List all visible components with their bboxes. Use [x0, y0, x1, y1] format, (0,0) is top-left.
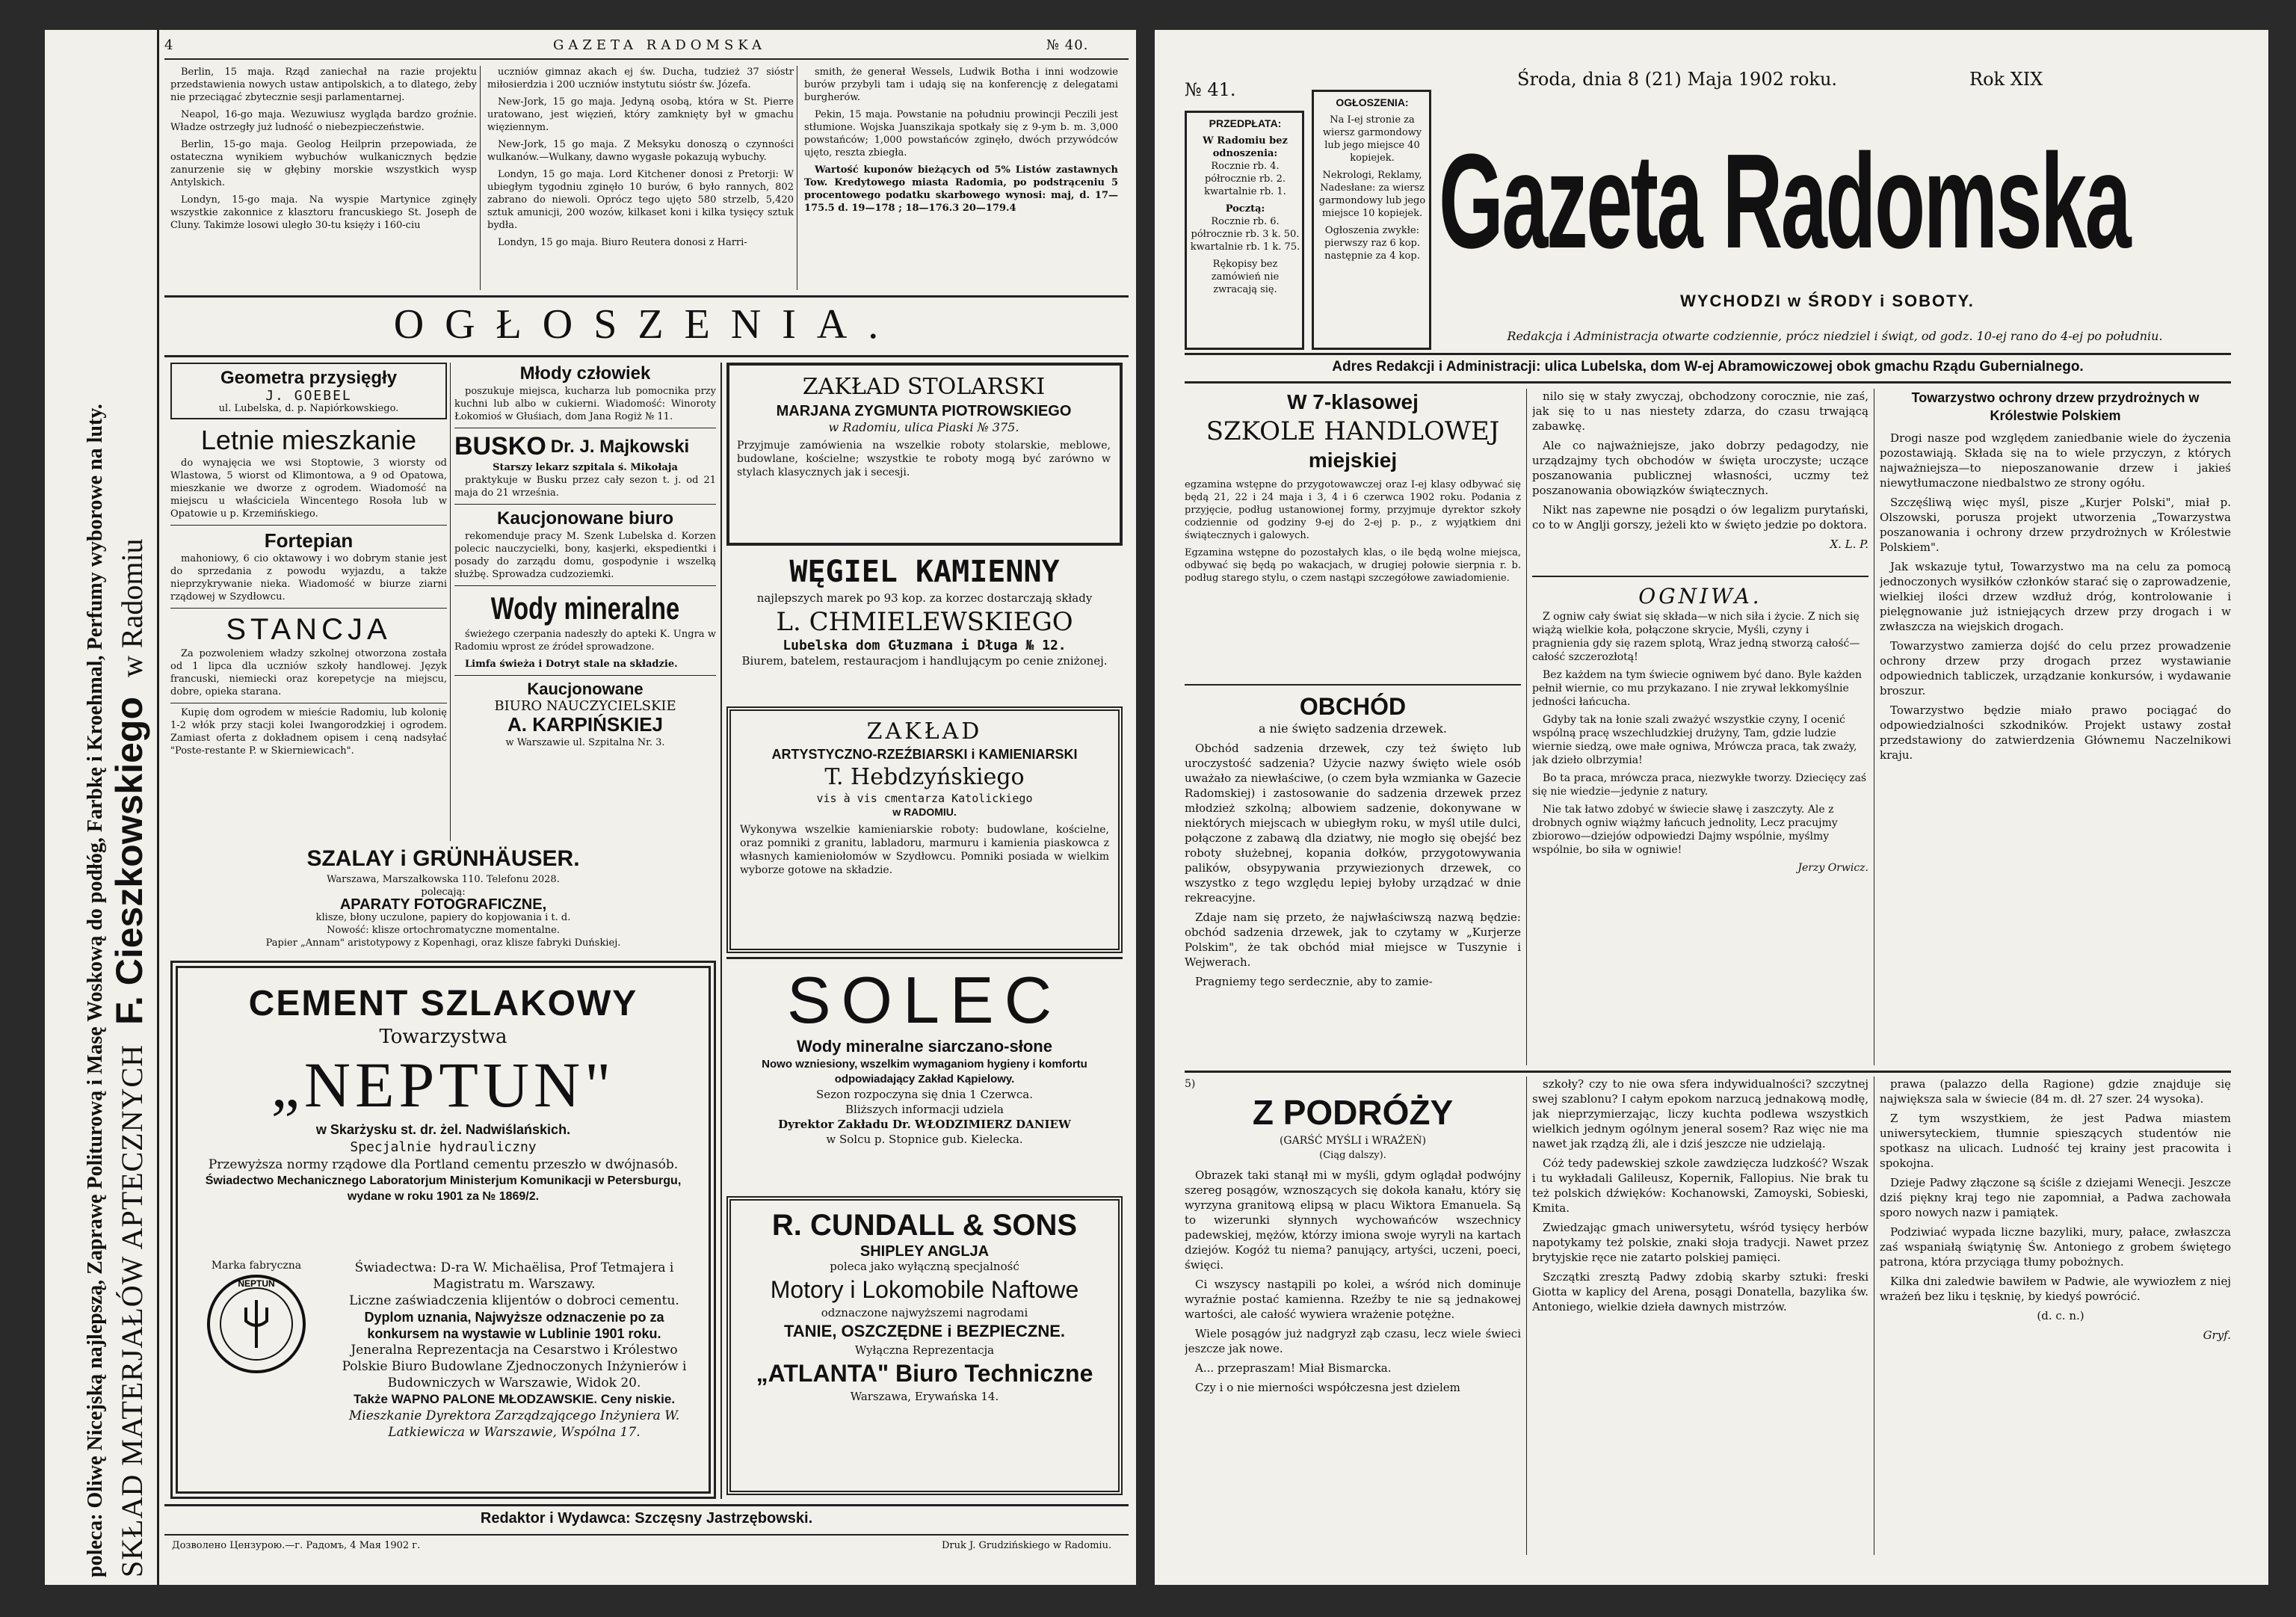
ad-sub: BIURO NAUCZYCIELSKIE [494, 698, 676, 714]
podrozy-col-3 [1880, 1077, 2231, 1555]
szkola-text2: Egzamina wstępne do pozostałych klas, o ile będą wolne miejsca, odbywać się będą po wakacjach, w drugiej połowie sierpnia r. b. podług starego stylu, o czem nastąpi szczegółowe zawiadomienie. [1185, 547, 1521, 584]
schedule: WYCHODZI w ŚRODY i SOBOTY. [1680, 292, 1975, 310]
poem-title: OGNIWA. [1638, 584, 1762, 609]
signature: Jerzy Orwicz. [1797, 862, 1868, 874]
ad-title: Fortepian [264, 529, 354, 552]
footer-print: Druk J. Grudzińskiego w Radomiu. [942, 1540, 1112, 1551]
paragraph: Towarzystwo będzie miało prawo pociągać do odpowiedzialności szkodników. Projekt ustawy został przedstawiony do zatwierdzenia Głównemu Naczelnikowi kraju. [1880, 703, 2231, 762]
obchod-sub: a nie święto sadzenia drzewek. [1259, 721, 1447, 736]
stanza: Z ogniw cały świat się składa—w nich siła i życie. Z nich się wiążą wielkie koła, połączone skrycie, Myśli, czyny i pragnienia gdy się razem splotą, Wraz jedną stworzą całość—całość szczerozłotą! [1532, 611, 1860, 663]
ad-solec [726, 964, 1123, 1189]
ad-name: MARJANA ZYGMUNTA PIOTROWSKIEGO [776, 403, 1072, 419]
signature: X. L. P. [1830, 538, 1868, 551]
ad-busko [454, 431, 716, 461]
news-item: Pekin, 15 maja. Powstanie na południu prowincji Peczili jest stłumione. Wojska Juanszikaja spotkały się z 9-ym b. m. 3,000 powstańców; 1,000 powstańców zginęło, dwóch przywódców ujęto, reszta zbiegła. [804, 109, 1118, 158]
news-column-3 [804, 66, 1118, 290]
ad-miesz: Mieszkanie Dyrektora Zarządzającego Inżyniera W. Latkiewicza w Warszawie, Wspólna 17. [348, 1408, 680, 1440]
news-column-2 [487, 66, 794, 290]
ad-addr: Lubelska dom Głuzmana i Długa № 12. [783, 638, 1067, 653]
ad-neptun [170, 961, 716, 1499]
ad-title: SOLEC [786, 963, 1063, 1037]
ad-text: Limfa świeża i Dotryt stale na składzie. [465, 659, 678, 670]
ad-loc: vis à vis cmentarza Katolickiego [816, 792, 1033, 805]
ad-text: do wynajęcia we wsi Stoptowie, 3 wiorsty od Wlastowa, 5 wiorst od Klimontowa, a 9 od Opatowa, mieszkanie we dworze z ogrodem. Wiadomość na miejscu u właściciela Wincentego Rosoła lub w Opatowie u p. Krzemińskiego. [170, 458, 447, 520]
feuilleton-cont: (Ciąg dalszy). [1319, 1150, 1386, 1161]
paragraph: A... przepraszam! Miał Bismarcka. [1195, 1361, 1392, 1375]
paragraph: Czy i o nie mierności współczesna jest dzielem [1195, 1381, 1460, 1394]
ogloszenia-box [1312, 90, 1431, 350]
ad-nowosc: Nowość: klisze ortochromatyczne momentalne. [327, 925, 560, 936]
office-hours: Redakcja i Administracja otwarte codziennie, prócz niedziel i świąt, od godz. 10-ej rano do 4-ej po południu. [1507, 329, 2163, 343]
col-rule [720, 363, 722, 1499]
ad-sub: SHIPLEY ANGLJA [860, 1243, 990, 1260]
szkola-sub: miejskiej [1308, 449, 1398, 472]
left-page [45, 30, 1136, 1585]
paragraph: Wiele posągów już nadgryzł ząb czasu, lecz wiele świeci jeszcze jak nowe. [1185, 1327, 1521, 1355]
ad-licz: Liczne zaświadczenia klijentów o dobroci cementu. [349, 1293, 679, 1308]
ogniwa-poem [1532, 583, 1868, 1065]
ad-sezon: Sezon rozpoczyna się dnia 1 Czerwca. [815, 1088, 1033, 1101]
side-ad-line4: poleca: Oliwę Nicejską najlepszą, Zaprawę Politurową i Masę Woskową do podłóg, Farbkę i Kroehmal, Perfumy wyborowe na luty. [84, 404, 107, 1577]
box-line: Pocztą: [1225, 203, 1265, 215]
paragraph: Dzieje Padwy złączone są ściśle z dziejami Wenecji. Jeszcze dziś piękny kraj tego nie zapomniał, a Padwa zachowała sporo nowych nazw i pamiątek. [1880, 1176, 2231, 1219]
obchod-continuation [1532, 389, 1868, 572]
feuilleton-title: Z PODRÓŻY [1252, 1093, 1454, 1132]
paragraph: Towarzystwo zamierza dojść do celu przez prowadzenie ochrony drzew przy drogach przez wystawianie odpowiednich tabliczek, urządzanie konkursów, i wydawanie broszur. [1880, 639, 2231, 697]
news-item: Neapol, 16-go maja. Wezuwiusz wygląda bardzo groźnie. Władze ostrzegły już ludność o niebezpieczeństwie. [170, 109, 477, 133]
footer-editor: Redaktor i Wydawca: Szczęsny Jastrzębowski. [480, 1510, 813, 1527]
news-item: Londyn, 15 go maja. Biuro Reutera donosi z Harri- [498, 237, 747, 248]
box-line: Nekrologi, Reklamy, Nadesłane: za wiersz garmondowy lub jego miejsce 10 kopiejek. [1318, 170, 1426, 219]
paragraph: Ale co najważniejsze, jako dobrzy pedagodzy, nie urządzajmy tych obchodów w święta uroczyste; uczące poszanowania publicznej własności, uczmy też poszanowania obowiązków świątecznych. [1532, 439, 1868, 497]
right-page [1155, 30, 2268, 1585]
ad-text: Świadectwo Mechanicznego Laboratorjum Ministerjum Komunikacji w Petersburgu, wydane w roku 1901 za № 1869/2. [205, 1174, 682, 1203]
ad-name: T. Hebdzyńskiego [824, 764, 1025, 790]
side-ad-line1: SKŁAD MATERJAŁÓW APTECZNYCH [115, 1044, 149, 1577]
ad-brand: BUSKO [454, 432, 546, 461]
feuilleton-number: 5) [1185, 1078, 1196, 1090]
side-ad-line2: F. Cieszkowskiego [108, 696, 150, 1026]
szkola-pre: W 7-klasowej [1287, 390, 1419, 413]
ad-loc: w Skarżysku st. dr. żel. Nadwiślańskich. [315, 1122, 571, 1137]
paragraph: Pragniemy tego serdecznie, aby to zamie- [1195, 975, 1433, 988]
ad-foto-sub: klisze, błony uczulone, papiery do kopjowania i t. d. [315, 912, 571, 923]
issue-number: № 40. [1046, 37, 1089, 53]
ad-text: Przewyższa normy rządowe dla Portland cementu przeszło w dwójnasób. [208, 1157, 679, 1172]
box-line: W Radomiu bez odnoszenia: [1203, 135, 1288, 159]
ad-papier: Papier „Annam" aristotypowy z Kopenhagi, oraz klisze fabryki Duńskiej. [265, 937, 621, 949]
ad-spec: Specjalnie hydrauliczny [350, 1139, 537, 1155]
ad-foto: APARATY FOTOGRAFICZNE, [339, 896, 547, 913]
paragraph: Ci wszyscy nastąpili po kolei, a wśród nich dominuje wyraźnie postać kamienna. Rzeźby te nie są jednakowej wartości, ale całość wywiera wrażenie potężne. [1185, 1278, 1521, 1321]
paragraph: nilo się w stały zwyczaj, obchodzony corocznie, nie zaś, jak się to u nas niestety zdarza, do czasu trwającą zabawkę. [1532, 389, 1868, 433]
news-item: Londyn, 15-go maja. Na wyspie Martynice zginęły wszystkie zakonnice z klasztoru francuskiego St. Joseph de Cluny. Takimże losowi uległo 30-tu księży i 160-ciu [170, 194, 477, 231]
ad-name: A. KARPIŃSKIEJ [507, 713, 664, 736]
news-item: Berlin, 15 maja. Rząd zaniechał na razie projektu przedstawienia nowych ustaw antipolskich, a to dlatego, żeby nie przeciągać zbytecznie sesji parlamentarnej. [170, 67, 477, 103]
szkola-title: SZKOLE HANDLOWEJ [1206, 416, 1500, 446]
ads-header-rule [164, 355, 1129, 357]
ad-text: Przyjmuje zamówienia na wszelkie roboty stolarskie, meblowe, budowlane, kościelne; wszystkie te roboty mogą być zarówno w stylach klasycznych jak i secesji. [737, 440, 1111, 478]
address: Adres Redakcji i Administracji: ulica Lubelska, dom W-ej Abramowiczowej obok gmachu Rządu Gubernialnego. [1332, 359, 2084, 375]
issue-number: № 41. [1185, 79, 1236, 100]
ad-info: Bliższych informacji udziela [845, 1103, 1004, 1116]
ad-name: „NEPTUN" [271, 1049, 616, 1121]
ad-dyr: Dyrektor Zakładu Dr. WŁODZIMIERZ DANIEW [778, 1118, 1071, 1131]
ad-price: TANIE, OSZCZĘDNE i BEZPIECZNE. [783, 1322, 1066, 1340]
ad-text: Za pozwoleniem władzy szkolnej otworzona została od 1 lipca dla uczniów szkoły handlowej. Język francuski, niemiecki oraz korepetycje na miejscu, dobre, opieka starana. [170, 648, 447, 697]
prenumerata-box [1185, 111, 1304, 350]
ads-top-rule [164, 295, 1129, 298]
footer-rule [164, 1534, 1129, 1536]
date-line: Środa, dnia 8 (21) Maja 1902 roku. [1517, 69, 1838, 90]
ad-sub: Starszy lekarz szpitala ś. Mikołaja [493, 462, 678, 473]
masthead-rule [1185, 353, 2231, 355]
svg-text:NEPTUN: NEPTUN [238, 1278, 275, 1289]
ad-marka: Marka fabryczna [211, 1260, 302, 1272]
stanza: Nie tak łatwo zdobyć w świecie sławę i zaszczyty. Ale z drobnych ogniw wiążmy łańcuch jednolity, Lecz pracujmy zbiorowo—dziejów odpowiedzi Dajmy wspólnie, myślmy wspólnie, bo siła w ogniwie! [1532, 804, 1838, 856]
szkola-notice [1185, 389, 1521, 680]
towarzystwo-article [1880, 389, 2231, 1065]
box-line: Rocznie rb. 6. półrocznie rb. 3 k. 50. kwartalnie rb. 1 k. 75. [1190, 216, 1300, 253]
ad-title: CEMENT SZLAKOWY [248, 984, 638, 1023]
ad-title: ZAKŁAD STOLARSKI [802, 374, 1046, 400]
ad-addr: w Warszawie ul. Szpitalna Nr. 3. [505, 737, 665, 748]
ad-city: w RADOMIU. [892, 806, 957, 818]
ad-title: WĘGIEL KAMIENNY [789, 555, 1060, 589]
ad-title: Wody mineralne [490, 591, 680, 626]
ad-text: Kupię dom ogrodem w mieście Radomiu, lub kolonię 1-2 włók przy stacji kolei Iwangorodzkiej i ogrodem. Zamiast oferta z dokładnem opisem i ceną nadsyłać "Poste-restante P. w Skierniewicach". [170, 707, 447, 757]
col-rule [1526, 389, 1527, 1065]
ad-title: Letnie mieszkanie [200, 425, 417, 455]
ad-swiad: Świadectwa: D-ra W. Michaëlisa, Prof Tetmajera i Magistratu m. Warszawy. [354, 1260, 674, 1292]
box-line: Ogłoszenia zwykłe: pierwszy raz 6 kop. następnie za 4 kop. [1324, 225, 1421, 262]
ad-atlanta: „ATLANTA" Biuro Techniczne [756, 1360, 1093, 1387]
paragraph: Zdaje nam się przeto, że najwłaściwszą nazwą będzie: obchód sadzenia drzewek, jak to czytamy w „Kurjerze Polskim", że tak obchód miał miejsce w Tuszynie i Wejwerach. [1185, 911, 1521, 969]
ad-geometra [170, 363, 447, 419]
paragraph: Obrazek taki stanął mi w myśli, gdym oglądał podwójny szereg posągów, wznoszących się dokoła kanału, który się wyrzyna granitową elipsą w placu Wiktora Emanuela. Są to wizerunki słynnych wychowańców wszechnicy padewskiej, mężów, którzy imiona swoje wyryli na kartach dziejów. Kogóż tu niema? panujący, artyści, uczeni, poeci, święci. [1185, 1168, 1521, 1272]
news-item: Berlin, 15-go maja. Geolog Heilprin przepowiada, że ostateczna wynikiem wybuchów wulkanicznych będzie zanurzenie się w głębiny morskie wszystkich wysp Antylskich. [170, 139, 477, 188]
ads-column-2 [454, 363, 716, 841]
ad-text: Nowo wzniesiony, wszelkim wymaganiom hygieny i komfortu odpowiadający Zakład Kąpielowy. [762, 1058, 1087, 1085]
stanza: Bez każdem na tym świecie ogniwem być dano. Byle każden pełnił wiernie, co mu przykazano. I nie zrywał lekkomyślnie jedności łańcucha. [1532, 669, 1862, 708]
section-rule [1532, 576, 1868, 577]
col-rule [1526, 1077, 1527, 1555]
paragraph: Jak wskazuje tytuł, Towarzystwo ma na celu za pomocą jednoczonych wysiłków członków starać się o zaprowadzenie, wielkiej ilości drzew wzdłuż dróg, kontrolowanie i pielęgnowanie już istniejących drzew przy drogach i w zwłaszcza na wiejskich drogach. [1880, 560, 2231, 633]
ad-stolarski [726, 363, 1123, 546]
szkola-text: egzamina wstępne do przygotowawczej oraz I-ej klasy odbywać się będą 21, 22 i 24 maja i 3, 4 i 6 czerwca 1902 roku. Podania z przyjęcie, podług ustanowionej formy, przyjmuje dyrektor szkoły codziennie od godziny 9-ej do 2-ej p. p., z wyjątkiem dni świątecznych i galowych. [1185, 479, 1521, 541]
ad-main: Motory i Lokomobile Naftowe [770, 1276, 1079, 1303]
ad-text: Wykonywa wszelkie kamieniarskie roboty: budowlane, kościelne, oraz pomniki z granitu, labladoru, marmuru i kamienia piaskowca z własnych kamieniołomów w Szydłowcu. Pomniki posiada w wielkim wyborze gotowe na składzie. [740, 824, 1109, 876]
ad-sub: Wody mineralne siarczano-słone [797, 1037, 1052, 1056]
ad-title: ZAKŁAD [866, 718, 983, 745]
ad-hebdzynski [726, 706, 1123, 953]
news-item: Londyn, 15 go maja. Lord Kitchener donosi z Pretorji: W ubiegłym tygodniu zginęło 10 burów, 6 było rannych, 802 zabrano do niewoli. Oprócz tego ujęto 580 strzelb, 5,420 sztuk amunicji, 200 wozów, kilkaset koni i kilka tysięcy sztuk bydła. [487, 169, 794, 231]
ad-award: odznaczone najwyższemi nagrodami [821, 1306, 1028, 1319]
ad-sub: Towarzystwa [379, 1026, 507, 1048]
news-column-1 [170, 66, 477, 290]
paragraph: Cóż tedy padewskiej szkole zawdzięcza ludzkość? Wszak i tu wykładali Galileusz, Kopernik, Fallopius. Nie brak tu też polskich dźwięków: Kochanowski, Zamoyski, Sobieski, Kmita. [1532, 1156, 1868, 1215]
paragraph: Szczątki zresztą Padwy zdobią skarby sztuki: freski Giotta w kaplicy del Arena, posągi Donatella, bazylika św. Antoniego, wielkie dzieła dawnych mistrzów. [1532, 1270, 1868, 1313]
ad-title: STANCJA [226, 613, 392, 646]
ad-wegiel [726, 553, 1123, 703]
section-rule [1185, 684, 1521, 686]
podrozy-article [1185, 1077, 1521, 1555]
ad-title: Geometra przysięgły [220, 368, 398, 388]
ad-wyl: Wyłączna Reprezentacja [854, 1343, 995, 1357]
paragraph: Obchód sadzenia drzewek, czy też święto lub uroczystość sadzenia? Użycie nazwy święto wiele osób uważało za niewłaściwe, (o czem była wzmianka w Gazecie Radomskiej) i zastosowanie do sadzenia drzewek przez młodzież szkolną; albowiem sadzenie, dokonywane w niektórych miejscach w ubiegłym roku, w myśl utile dulci, połączone z zabawą dla dziatwy, nie mogło się obejść bez roboty służebnej, kopania dołków, przygotowywania palików, obsypywania przywiezionych drzewek, co wszystko z tego względu lepiej byłoby urządzać w dnie rekreacyjne. [1185, 742, 1521, 905]
ad-title: Młody człowiek [519, 363, 651, 384]
feuilleton-rule [1185, 1071, 2231, 1073]
ad-szalay [170, 845, 716, 957]
ad-addr: ul. Lubelska, d. p. Napiórkowskiego. [218, 403, 399, 414]
side-divider [157, 30, 159, 1585]
ad-foot: Biurem, batelem, restauracjom i handlującym po cenie zniżonej. [741, 654, 1108, 668]
ad-stamp-block [193, 1260, 320, 1476]
paragraph: szkoły? czy to nie owa sfera indywidualności? szczytnej swej szablonu? I całym epokom narzucą jednakową modłę, jak nieprzymierzając, liczy kuchta podlewa wszystkich wielkich jednym ogólnym jeneral sosem? Raz więc nie ma nawet jak rządzą źli, ale i dziś jeszcze nie udzielają. [1532, 1077, 1868, 1151]
obchod-title: OBCHÓD [1299, 693, 1407, 720]
paragraph: Drogi nasze pod względem zaniedbanie wiele do życzenia pozostawiają. Składa się na to wiele przyczyn, z których najważniejsza—to nieposzanowanie drzew i jakieś niewytłumaczone niedbalstwo ze strony ogółu. [1880, 431, 2231, 490]
box-title: PRZEDPŁATA: [1209, 117, 1282, 129]
ad-wapno: Także WAPNO PALONE MŁODZAWSKIE. Ceny niskie. [353, 1392, 676, 1406]
ad-name: J. GOEBEL [265, 388, 352, 404]
ad-sub: polecają: [421, 887, 466, 898]
ad-loc: w Solcu p. Stopnice gub. Kielecka. [826, 1133, 1023, 1146]
article-title: Towarzystwo ochrony drzew przydrożnych w Królestwie Polskiem [1911, 390, 2200, 423]
ad-rule [726, 957, 1123, 959]
ad-addr: Warszawa, Marszałkowska 110. Telefonu 2028. [327, 874, 560, 885]
ad-name: Dr. J. Majkowski [550, 436, 690, 457]
ad-addr: w Radomiu, ulica Piaski № 375. [828, 420, 1019, 434]
paragraph: Szczęśliwą więc myśl, pisze „Kurjer Polski", miał p. Olszowski, porusza projekt utworzenia „Towarzystwa poszanowania i ochrony drzew przydrożnych w Królestwie Polskiem". [1880, 496, 2231, 554]
news-item: uczniów gimnaz akach ej św. Ducha, tudzież 37 sióstr miłosierdzia i 200 uczniów instytutu sióstr św. Józefa. [487, 67, 794, 90]
obchod-article [1185, 692, 1521, 1065]
footer-rule [164, 1504, 1129, 1506]
col-rule [480, 66, 481, 290]
year: Rok XIX [1969, 69, 2043, 90]
address-rule [1185, 381, 2231, 384]
paragraph: Z tym wszystkiem, że jest Padwa miastem uniwersyteckiem, tłumnie spieszących studentów nie spotkasz na ulicach. Ludność tej krainy jest pracowita i spokojna. [1880, 1112, 2231, 1170]
running-title: GAZETA RADOMSKA [553, 37, 766, 53]
col-rule [450, 363, 451, 841]
paragraph: Podziwiać wypada liczne bazyliki, mury, pałace, zwłaszcza zaś wspaniałą świątynię Św. Antoniego z grobem świętego patrona, która przyciąga tłumy pobożnych. [1880, 1225, 2231, 1269]
running-head [164, 37, 1136, 60]
ad-title: Kaucjonowane biuro [496, 508, 673, 529]
paragraph: (d. c. n.) [2037, 1309, 2084, 1322]
ad-text: rekomenduje pracy M. Szenk Lubelska d. Korzen polecic nauczycielki, bony, kasjerki, ekspedientki i posady do zarządu domu, gospodynie i wszelką służbę. Sprowadza cudzoziemki. [454, 531, 716, 580]
paragraph: Nikt nas zapewne nie posądzi o ów legalizm purytański, co to w Anglji gorszy, jeżeli kto w święto jedzie po doktora. [1532, 503, 1868, 532]
ad-dyplom: Dyplom uznania, Najwyższe odznaczenie po za konkursem na wystawie w Lublinie 1901 roku. [364, 1310, 664, 1341]
feuilleton-sub: (GARŚĆ MYŚLI i WRAŻEŃ) [1279, 1135, 1427, 1147]
side-ad-title-row [108, 37, 151, 1577]
ad-text: praktykuje w Busku przez cały sezon t. j. od 21 maja do 21 września. [454, 475, 716, 499]
paragraph: prawa (palazzo della Ragione) gdzie znajduje się największa sala w świecie (84 m. dł. 27 szer. 24 wysoka). [1880, 1077, 2231, 1106]
ad-text: świeżego czerpania nadeszły do apteki K. Ungra w Radomiu wprost ze źródeł sprowadzone. [454, 629, 716, 653]
neptun-seal-icon [204, 1272, 309, 1376]
ad-cundall [726, 1196, 1123, 1495]
ad-title: R. CUNDALL & SONS [771, 1209, 1078, 1242]
page-number: 4 [164, 37, 178, 53]
head-rule [164, 58, 1129, 60]
box-title: OGŁOSZENIA: [1336, 96, 1409, 108]
signature: Gryf. [2203, 1328, 2231, 1342]
news-item: New-Jork, 15 go maja. Jedyną osobą, która w St. Pierre uratowano, jest więzień, który zamknięty był w gmachu więziennym. [487, 96, 794, 133]
ad-poleca: poleca jako wyłączną specjalność [830, 1260, 1019, 1273]
ad-title: SZALAY i GRÜNHÄUSER. [306, 846, 580, 871]
news-item: smith, że generał Wessels, Ludwik Botha i inni wodzowie burów przybyli tam i udają się na konferencję z delegatami burgherów. [804, 67, 1118, 103]
paragraph: Kilka dni zaledwie bawiłem w Padwie, ale wywiozłem z niej wrażeń bez liku i tęsknię, by kiedyś powrócić. [1880, 1275, 2231, 1303]
ads-header: OGŁOSZENIA. [393, 301, 900, 348]
ad-addr: Warszawa, Erywańska 14. [850, 1390, 999, 1403]
news-item: Wartość kuponów bieżących od 5% Listów zastawnych Tow. Kredytowego miasta Radomia, po podstrąceniu 5 procentowego podatku skarbowego wynosi: maj, d. 17—175.5 d. 19—178 ; 18—176.3 20—179.4 [804, 164, 1118, 214]
paragraph: Zwiedzając gmach uniwersytetu, wśród tysięcy herbów napotykamy też polskie, znaki słoja tradycji. Nawet przez brytyjskie ręce nie zatarto polskiej pamięci. [1532, 1221, 1868, 1264]
box-line: Rocznie rb. 4. półrocznie rb. 2. kwartalnie rb. 1. [1204, 161, 1286, 197]
side-vertical-ad [45, 30, 157, 1585]
ad-line: najlepszych marek po 93 kop. za korzec dostarczają składy [756, 591, 1093, 605]
news-item: New-Jork, 15 go maja. Z Meksyku donoszą o czynności wulkanów.—Wulkany, dawno wygasłe pokazują wybuchy. [487, 139, 794, 163]
stanza: Bo ta praca, mrówcza praca, niezwykłe tworzy. Dziecięcy zaś się nie wiedzie—jedynie z natury. [1532, 772, 1867, 798]
footer-censor: Дозволено Цензурою.—г. Радомъ, 4 Мая 1902 г. [172, 1540, 421, 1551]
ad-text: mahoniowy, 6 cio oktawowy i wo dobrym stanie jest do sprzedania z powodu wyjazdu, a także nieprzykrywanie nieka. Wiadomość w biurze ziarni rządowej w Szydłowcu. [170, 553, 447, 603]
ad-text: poszukuje miejsca, kucharza lub pomocnika przy kuchni lub albo w cukierni. Wiadomość: Winoroty Łokomioś w Głuśiach, dom Jana Rogiż № 11. [454, 386, 716, 422]
ad-title: Kaucjonowane [527, 680, 644, 698]
ad-gen: Jeneralna Reprezentacja na Cesarstwo i Królestwo Polskie Biuro Budowlane Zjednoczonych Inżynierów i Budowniczych w Warszawie, Widok 20. [342, 1343, 687, 1390]
stanza: Gdyby tak na łonie szali zważyć wszystkie czyny, I ocenić wspólną pracę wszechludzkiej drużyny, Tam, gdzie ludzie wiernie siedzą, owe małe ogniwa, Mrówcza praca, tak zważy, jak dzieło olbrzymia! [1532, 714, 1857, 766]
masthead: Gazeta Radomska [1439, 126, 2130, 277]
ad-sub: ARTYSTYCZNO-RZEŹBIARSKI i KAMIENIARSKI [771, 747, 1078, 762]
box-line: Rękopisy bez zamówień nie zwracają się. [1211, 259, 1280, 295]
ad-name: L. CHMIELEWSKIEGO [776, 607, 1073, 637]
side-ad-line3: w Radomiu [115, 538, 149, 677]
box-line: Na I-ej stronie za wiersz garmondowy lub jego miejsce 40 kopiejek. [1322, 114, 1422, 164]
podrozy-col-2 [1532, 1077, 1868, 1555]
